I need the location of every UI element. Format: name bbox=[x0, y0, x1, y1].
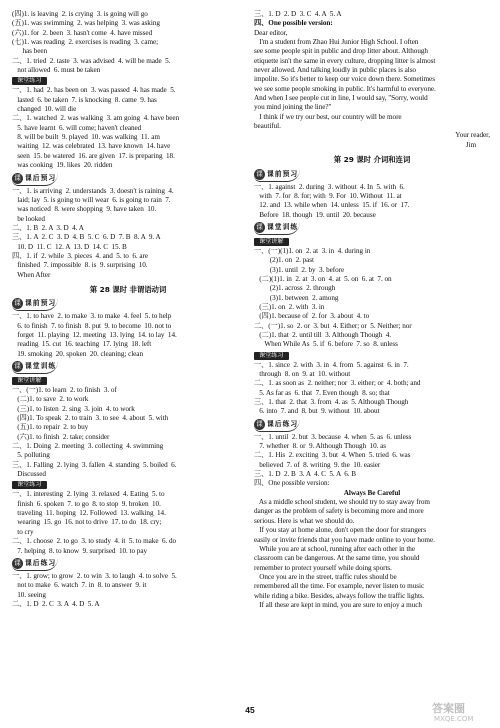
answers-block bbox=[12, 312, 244, 359]
text-line: danger as the problem of safety is becoming more and more bbox=[254, 507, 424, 516]
text-line: never allowed. And talking loudly in public places is also bbox=[254, 66, 416, 75]
text-line: 二、1. B 2. A 3. D 4. A bbox=[12, 223, 84, 232]
text-line: 二、1. tried 2. taste 3. was advised 4. will be made 5. bbox=[12, 56, 171, 65]
text-line: 一、(一)1. to learn 2. to finish 3. of bbox=[12, 386, 117, 394]
text-line: (五)1. to repair 2. to buy bbox=[12, 423, 89, 432]
text-line: (3)1. between 2. among bbox=[254, 293, 339, 302]
text-line: 三、1. that 2. that 3. from 4. as 5. Although Though bbox=[254, 398, 409, 407]
text-line: While you are at school, running after each other in the bbox=[254, 544, 415, 553]
text-line: not allowed 6. must be taken bbox=[12, 66, 101, 75]
text-line: was noticed 8. were shopping 9. have taken 10. bbox=[12, 205, 157, 214]
circle-icon: 课 bbox=[254, 222, 265, 233]
text-line: etiquette isn't the same in every culture, dropping litter is almost bbox=[254, 56, 436, 65]
circle-icon: 课 bbox=[12, 298, 23, 309]
text-line: 三、1. D 2. D 3. C 4. A 5. A bbox=[254, 10, 342, 18]
section-badge: 课堂练习 bbox=[254, 350, 490, 361]
text-line: wearing 15. go 16. not to drive 17. to do 18. cry; bbox=[12, 518, 162, 527]
section-badge: 课堂讲解 bbox=[254, 236, 490, 247]
circle-icon: 课 bbox=[12, 558, 23, 569]
text-line: while riding a bike. Besides, always follow the traffic lights. bbox=[254, 591, 425, 600]
left-column bbox=[12, 10, 244, 609]
answers-block bbox=[12, 490, 244, 555]
text-line: If all these are kept in mind, you are sure to enjoy a much bbox=[254, 600, 422, 609]
text-line: 19. smoking 20. spoken 20. cleaning; clean bbox=[12, 349, 143, 358]
text-line: forget 11. playing 12. meeting 13. lying 14. to lay 14. bbox=[12, 330, 177, 339]
text-line: 三、1. A 2. C 3. D 4. B 5. C 6. D 7. B 8. A 9. A bbox=[12, 233, 161, 242]
text-line: serious. Here is what we should do. bbox=[254, 516, 355, 525]
letter-closing: Your reader, bbox=[455, 131, 490, 140]
text-line: When While As 5. if 6. before 7. so 8. unless bbox=[254, 340, 398, 349]
text-line: remembered all the time. For example, never listen to music bbox=[254, 582, 425, 591]
text-line: believed 7. of 8. writing 9. the 10. easier bbox=[254, 460, 381, 469]
text-line: 12. and 13. while when 14. unless 15. if 16. or 17. bbox=[254, 201, 410, 210]
text-line: 10. seeing bbox=[12, 590, 46, 599]
text-line: you mind joining the line?" bbox=[254, 103, 332, 112]
text-line: beautiful. bbox=[254, 122, 281, 131]
text-line: remember to protect yourself while doing sports. bbox=[254, 563, 392, 572]
text-line: 二、(一)1. so 2. or 3. but 4. Either; or 5. Neither; nor bbox=[254, 321, 412, 330]
text-line: 7. whether 8. or 9. Although Though 10. as bbox=[254, 442, 387, 451]
text-line: has been bbox=[12, 47, 48, 56]
text-line: (二)(1)1. in 2. at 3. on 4. at 5. on 6. at 7. on bbox=[254, 274, 392, 283]
lesson-title: 第 29 课时 介词和连词 bbox=[333, 155, 411, 165]
text-line: 5. As far as 6. that 7. Even though 8. so; that bbox=[254, 388, 390, 397]
text-line: traveling 11. hoping 12. Followed 13. walking 14. bbox=[12, 509, 166, 518]
text-line: 四、1. if 2. while 3. pieces 4. and 5. to 6. are bbox=[12, 251, 148, 260]
text-line: finished 7. impossible 8. is 9. surprising 10. bbox=[12, 261, 148, 270]
text-line: (四)1. because of 2. for 3. about 4. to bbox=[254, 312, 370, 321]
text-line: 二、1. His 2. exciting 3. but 4. When 5. tried 6. was bbox=[254, 451, 411, 460]
circle-icon: 课 bbox=[12, 173, 23, 184]
answers-block bbox=[12, 386, 244, 479]
text-line: As a middle school student, we should try to stay away from bbox=[254, 498, 430, 507]
text-line: (2)1. across 2. through bbox=[254, 284, 336, 293]
text-line: through 8. on 9. at 10. without bbox=[254, 370, 351, 378]
answers-block bbox=[254, 10, 490, 19]
text-line: not to make 6. watch 7. in 8. to answer 9. it bbox=[12, 581, 147, 590]
text-line: I think if we try our best, our country will be more bbox=[254, 112, 402, 121]
letter-signature: Jim bbox=[465, 140, 476, 149]
circle-icon: 课 bbox=[254, 419, 265, 430]
essay-heading: 四、One possible version: bbox=[254, 19, 333, 28]
circle-icon: 课 bbox=[254, 169, 265, 180]
section-banner: 课 课前预习 bbox=[12, 298, 244, 311]
text-line: (三)1. to listen 2. sing 3. join 4. to work bbox=[12, 404, 135, 413]
text-line: 5. have learnt 6. will come; haven't cleaned bbox=[12, 123, 142, 132]
text-line: 一、1. until 2. but 3. because 4. when 5. as 6. unless bbox=[254, 432, 412, 441]
text-line: 二、1. choose 2. to go 3. to study 4. it 5. to make 6. do bbox=[12, 537, 177, 546]
circle-icon: 课 bbox=[12, 361, 23, 372]
section-banner: 课 课前预习 bbox=[254, 169, 490, 182]
text-line: And when I see people cut in line, I would say, "Sorry, would bbox=[254, 94, 428, 103]
text-line: (六)1. to finish 2. take; consider bbox=[12, 432, 110, 441]
section-badge: 课堂练习 bbox=[12, 75, 244, 86]
text-line: easily or invite friends that you have made online to your home. bbox=[254, 535, 435, 544]
section-banner: 课 课堂训练 bbox=[12, 361, 244, 374]
page-number: 45 bbox=[245, 705, 255, 715]
section-banner: 课 课堂训练 bbox=[254, 222, 490, 235]
text-line: 一、(一)(1)1. on 2. at 3. in 4. during in bbox=[254, 246, 371, 255]
text-line: (四)1. is leaving 2. is crying 3. is going will go bbox=[12, 10, 148, 18]
text-line: (2)1. on 2. past bbox=[254, 256, 314, 265]
text-line: Discussed bbox=[12, 470, 46, 479]
right-column bbox=[254, 10, 490, 610]
answers-block bbox=[12, 572, 244, 609]
svg-text:答案圈: 答案圈 bbox=[432, 702, 465, 715]
text-line: 5. polluting bbox=[12, 451, 50, 460]
text-line: If you stay at home alone, don't open the door for strangers bbox=[254, 526, 426, 535]
text-line: changed 10. will die bbox=[12, 105, 77, 114]
text-line: classroom can be dangerous. At the same time, you should bbox=[254, 554, 420, 563]
text-line: 一、1. had 2. has been on 3. was passed 4. has made 5. bbox=[12, 86, 176, 95]
text-line: 一、1. interesting 2. lying 3. relaxed 4. Eating 5. to bbox=[12, 490, 165, 499]
text-line: Once you are in the street, traffic rules should be bbox=[254, 572, 397, 581]
essay-body bbox=[254, 498, 490, 610]
section-banner: 课 课后练习 bbox=[12, 558, 244, 571]
text-line: 一、1. to have 2. to make 3. to make 4. feel 5. to help bbox=[12, 312, 172, 321]
text-line: Before 18. though 19. until 20. because bbox=[254, 210, 376, 219]
text-line: (七)1. was reading 2. exercises is reading 3. came; bbox=[12, 38, 159, 47]
text-line: 6. to finish 7. to finish 8. put 9. to become 10. not to bbox=[12, 321, 172, 330]
text-line: When After bbox=[12, 270, 51, 279]
text-line: 二、1. D 2. C 3. A 4. D 5. A bbox=[12, 599, 100, 608]
text-line: 二、1. watched 2. was walking 3. am going 4. have been bbox=[12, 114, 180, 123]
answers-block bbox=[12, 187, 244, 280]
svg-text:MXQE.COM: MXQE.COM bbox=[434, 715, 474, 723]
text-line: with 7. for 8. for; with 9. For 10. Without 11. at bbox=[254, 191, 402, 200]
text-line: (3)1. until 2. by 3. before bbox=[254, 265, 345, 274]
text-line: 三、1. Falling 2. lying 3. fallen 4. standing 5. boiled 6. bbox=[12, 460, 177, 469]
text-line: 7. helping 8. to know 9. surprised 10. to pay bbox=[12, 546, 147, 555]
text-line: (三)1. on 2. with 3. in bbox=[254, 302, 325, 311]
text-line: was cooking 19. likes 20. ridden bbox=[12, 161, 113, 170]
text-line: 二、1. as soon as 2. neither; nor 3. either; or 4. both; and bbox=[254, 379, 421, 388]
text-line: I'm a student from Zhao Hui Junior High School. I often bbox=[254, 38, 419, 47]
text-line: 四、One possible version: bbox=[254, 479, 330, 488]
text-line: (四)1. To speak 2. to train 3. to see 4. about 5. with bbox=[12, 414, 169, 423]
text-line: 10. D 11. C 12. A 13. D 14. C 15. B bbox=[12, 242, 127, 251]
text-line: (六)1. for 2. been 3. hasn't come 4. have missed bbox=[12, 28, 153, 37]
answers-block bbox=[12, 10, 244, 75]
section-badge: 课堂练习 bbox=[12, 479, 244, 490]
section-badge: 课堂讲解 bbox=[12, 375, 244, 386]
answers-block bbox=[254, 183, 490, 220]
lesson-title: 第 28 课时 非谓语动词 bbox=[89, 284, 167, 294]
text-line: 一、1. grow; to grow 2. to win 3. to laugh 4. to solve 5. bbox=[12, 571, 177, 580]
text-line: reading 15. cut 16. teaching 17. lying 18. left bbox=[12, 340, 152, 349]
text-line: finish 6. spoken 7. to go 8. to stop 9. broken 10. bbox=[12, 499, 161, 508]
text-line: (二)1. that 2. until till 3. Although Though 4. bbox=[254, 330, 392, 339]
text-line: 一、1. against 2. during 3. without 4. In 5. with 6. bbox=[254, 182, 405, 191]
text-line: seen 15. be watered 16. are given 17. is preparing 18. bbox=[12, 151, 175, 160]
text-line: 一、1. since 2. with 3. in 4. from 5. against 6. in 7. bbox=[254, 360, 409, 369]
text-line: to cry bbox=[12, 527, 34, 536]
answers-block bbox=[254, 433, 490, 489]
text-line: waiting 12. was celebrated 13. have known 14. have bbox=[12, 142, 171, 151]
watermark-logo bbox=[428, 698, 494, 724]
text-line: see some people spit in public and drop litter about. Although bbox=[254, 47, 428, 56]
answers-block bbox=[254, 247, 490, 350]
text-line: 6. into 7. and 8. but 9. without 10. about bbox=[254, 407, 380, 416]
text-line: we see some people smoking in public. It's harmful to everyone. bbox=[254, 84, 436, 93]
section-banner: 课 课后练习 bbox=[254, 419, 490, 432]
text-line: be looked bbox=[12, 214, 45, 223]
text-line: 三、1. D 2. B 3. A 4. C 5. A 6. B bbox=[254, 470, 357, 479]
answers-block bbox=[12, 86, 244, 170]
text-line: 一、1. is arriving 2. understands 3. doesn't is raining 4. bbox=[12, 186, 174, 195]
section-banner: 课 课后预习 bbox=[12, 173, 244, 186]
text-line: lasted 6. be taken 7. is knocking 8. came 9. has bbox=[12, 95, 157, 104]
text-line: (五)1. was swimming 2. was helping 3. was asking bbox=[12, 19, 160, 28]
answers-block bbox=[254, 361, 490, 417]
essay-title: Always Be Careful bbox=[343, 488, 401, 497]
letter-body bbox=[254, 29, 490, 132]
text-line: (二)1. to save 2. to work bbox=[12, 395, 89, 404]
text-line: Dear editor, bbox=[254, 28, 288, 37]
text-line: impolite. So it's better to keep our voice down there. Sometimes bbox=[254, 75, 435, 84]
text-line: laid; lay 5. is going to will wear 6. is going to rain 7. bbox=[12, 195, 171, 204]
text-line: 8. will be built 9. played 10. was walking 11. am bbox=[12, 133, 160, 142]
text-line: 二、1. Doing 2. meeting 3. collecting 4. swimming bbox=[12, 442, 164, 451]
